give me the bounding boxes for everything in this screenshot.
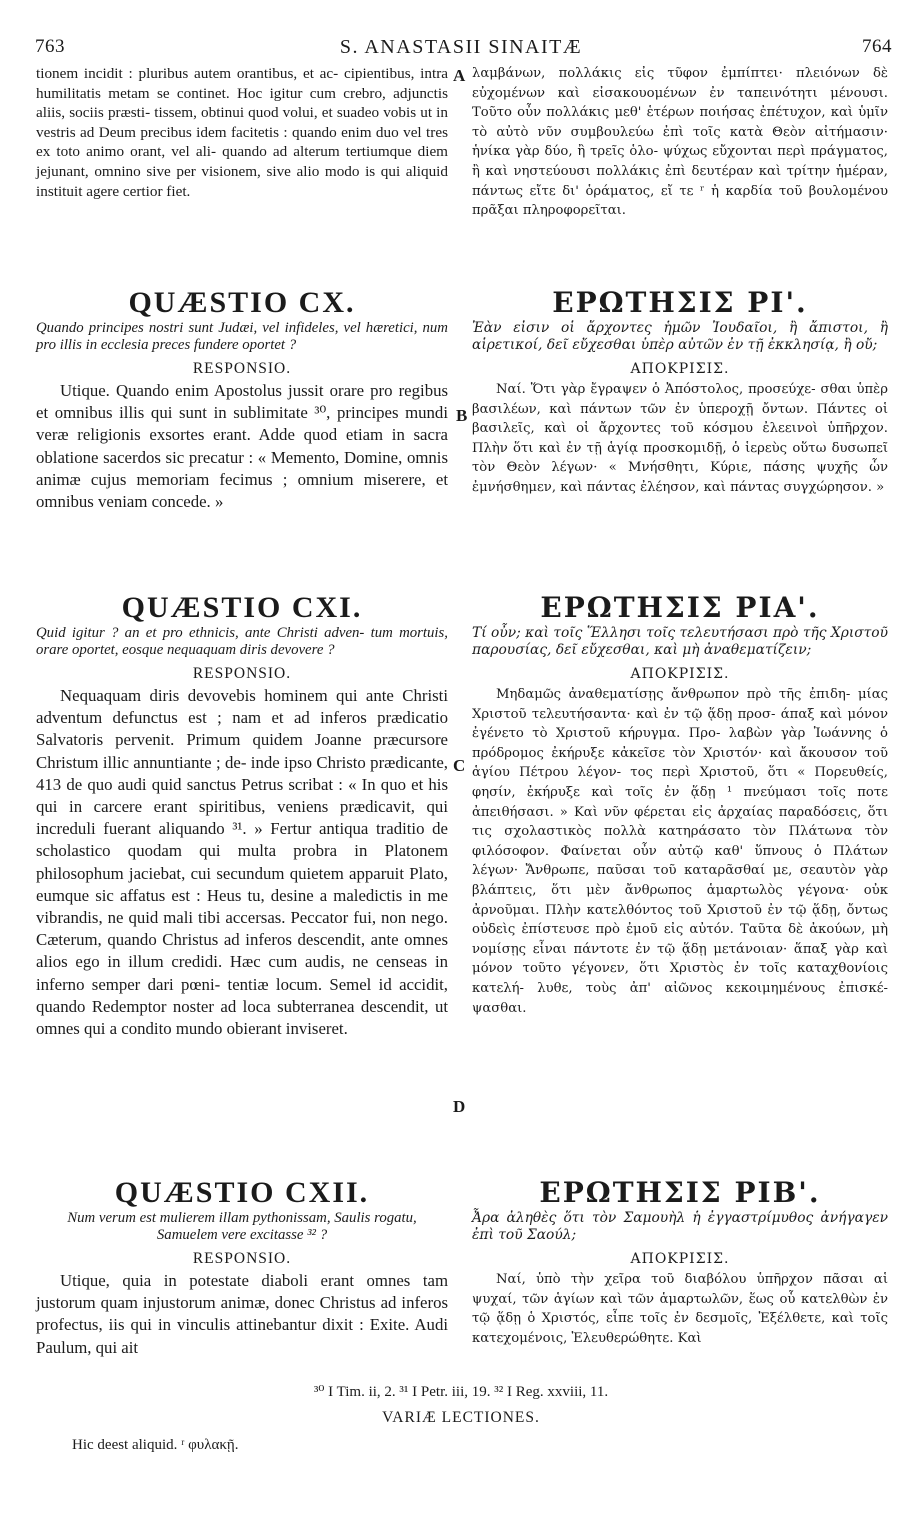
variae-lectiones-text: Hic deest aliquid. ʳ φυλακῇ. bbox=[72, 1437, 239, 1453]
latin-q112-block bbox=[36, 1176, 448, 1359]
greek-q111-answer: Μηδαμῶς ἀναθεματίσῃς ἄνθρωπον πρὸ τῆς ἐπιδη- μίας Χριστοῦ τελευτήσαντα· καὶ ἐν τῷ ᾅδῃ προσ- άπαξ καὶ μόνον ἐγένετο τὸ Χριστοῦ κήρυγμα. Προ- λαβὼν γὰρ Ἰωάννης ὁ πρόδρομος ἐκήρυξε κἀκεῖσε τὸν Χριστόν· καὶ ἄκουσον τοῦ ἁγίου Πέτρου λέγον- τος περὶ Χριστοῦ, ὅτι « Πορευθείς, φησίν, ἐκήρυξε καὶ τοῖς ἐν ᾅδῃ ¹ πνεύμασι τοῖς ποτε ἀπειθήσασι. » Καὶ νῦν φέρεται εἰς ἀρχαίας παραδόσεις, ὅτι τις σχολαστικὸς πολλὰ κατηράσατο τὸν Πλάτωνα τὸν φιλόσοφον. Φαίνεται οὖν αὐτῷ καθ' ὕπνους ὁ Πλάτων λέγων· Ἄνθρωπε, παῦσαι τοῦ καταρᾶσθαί με, σεαυτὸν γὰρ βλάπτεις, ὅτι μὲν ἄνθρωπος ἁμαρτωλὸς γέγονα· οὐκ ἀρνοῦμαι. Πλὴν κατελθόντος τοῦ Χριστοῦ ἐν τῷ ᾅδῃ, ὄντως οὐδεὶς ἐπίστευσε πρὸ ἐμοῦ εἰς αὐτόν. Ταῦτα δὲ ἀκούων, μὴ νομίσῃς εἶναι πάντοτε ἐν τῷ ᾅδῃ μετάνοιαν· ἅπαξ γὰρ καὶ μόνον τοῦτο γέγονεν, ὅτι Χριστὸς ἐν τοῖς καταχθονίοις κατελή- λυθε, τοὺς ἀπ' αἰῶνος κεκοιμημένους ἐπισκέ- ψασθαι. bbox=[472, 687, 888, 1016]
latin-q111-block bbox=[36, 591, 448, 1040]
latin-q112-answer: Utique, quia in potestate diaboli erant omnes tam justorum quam injustorum animæ, donec Christus ad inferos profectus, iis qui in vinculis attinebantur dixit : Exite. Audi Paulum, qui ait bbox=[36, 1271, 448, 1357]
greek-q112-title: ΕΡΩΤΗΣΙΣ ΡΙΒ'. bbox=[539, 1176, 821, 1209]
greek-q112-block bbox=[472, 1176, 888, 1348]
greek-q110-block bbox=[472, 286, 888, 498]
greek-q112-answer: Ναί, ὑπὸ τὴν χεῖρα τοῦ διαβόλου ὑπῆρχον πᾶσαι αἱ ψυχαί, τῶν ἁγίων καὶ τῶν ἁμαρτωλῶν, ἕως οὗ κατελθὼν ἐν τῷ ᾅδῃ ὁ Χριστός, εἶπε τοῖς ἐν δεσμοῖς, Ἐξέλθετε, καὶ τοῖς κατεχομένοις, Ἐλευθερώθητε. Καὶ bbox=[472, 1272, 888, 1346]
page-number-left: 763 bbox=[35, 36, 65, 57]
latin-q110-block bbox=[36, 286, 448, 513]
footnotes bbox=[36, 1382, 886, 1454]
latin-q111-question: Quid igitur ? an et pro ethnicis, ante Christi adven- tum mortuis, orare oportet, eosque nequaquam diris devovere ? bbox=[36, 625, 448, 658]
margin-marker-d: D bbox=[453, 1097, 466, 1116]
greek-q111-title: ΕΡΩΤΗΣΙΣ ΡΙΑ'. bbox=[540, 591, 820, 624]
scripture-references: ³⁰ I Tim. ii, 2. ³¹ I Petr. iii, 19. ³² I Reg. xxviii, 11. bbox=[313, 1384, 609, 1400]
running-header bbox=[30, 36, 892, 62]
greek-q112-response-heading: ΑΠΟΚΡΙΣΙΣ. bbox=[630, 1251, 730, 1267]
latin-intro-block bbox=[36, 64, 448, 201]
variae-lectiones-title: VARIÆ LECTIONES. bbox=[382, 1409, 540, 1426]
latin-q111-title: QUÆSTIO CXI. bbox=[121, 591, 363, 624]
greek-intro: λαμβάνων, πολλάκις εἰς τῦφον ἐμπίπτει· πλειόνων δὲ εὐχομένων καὶ εἰσακουομένων ἐν ταπεινότητι μένουσι. Τοῦτο οὖν πολλάκις μεθ' ἑτέρων ποιήσας ἐπέτυχον, καὶ ὑμῖν τὸ αὐτὸ νῦν συμβουλεύω ἐπὶ τοῖς κατὰ Θεὸν αἰτήμασιν· ἡνίκα γὰρ δύο, ἢ τρεῖς ὁλο- ψύχως εὔχονται περὶ πράγματος, ἢ καὶ νηστεύουσι πολλάκις ἐπὶ δευτέραν καὶ τρίτην ἡμέραν, πάντως εἴτε δι' ὁράματος, εἴ τε ʳ ἡ καρδία τοῦ βουλομένου πρᾶξαι πληροφορεῖται. bbox=[472, 66, 888, 219]
margin-marker-c: C bbox=[453, 756, 466, 775]
latin-q110-response-heading: RESPONSIO. bbox=[192, 360, 292, 377]
greek-q112-question: Ἆρα ἀληθὲς ὅτι τὸν Σαμουὴλ ἡ ἐγγαστρίμυθος ἀνήγαγεν ἐπὶ τοῦ Σαούλ; bbox=[472, 1210, 888, 1243]
greek-intro-block bbox=[472, 64, 888, 221]
latin-q111-answer: Nequaquam diris devovebis hominem qui ante Christi adventum defunctus est ; nam et ad inferos prædicatio Salvatoris pervenit. Primum quidem Joanne præcursore Christum illic annuntiante ; de- inde ipso Christo prædicante, 413 de quo audi quid sanctus Petrus scribat : « In quo et his qui in carcere erant spiritibus, veniens prædicavit, qui increduli fuerant aliquando ³¹. » Fertur antiqua traditio de scholastico quodam qui multa probra in Platonem philosophum jaciebat, cui secundum quietem apparuit Plato, eumque sic affatus est : Heus tu, desine a maledictis in me vibrandis, ne quid mali tibi accersas. Peccator fui, non nego. Cæterum, quando Christus ad inferos descendit, ante omnes alios ego in illum credidi. Hæc cum audis, ne censeas in inferno semper dari pœni- tentiæ locum. Semel id accidit, quando Redemptor noster ad loca subterranea descendit, ut omnes qui a condito mundo obierant inviseret. bbox=[36, 686, 448, 1039]
greek-q110-title: ΕΡΩΤΗΣΙΣ ΡΙ'. bbox=[552, 286, 808, 319]
margin-marker-a: A bbox=[453, 66, 466, 85]
greek-q110-response-heading: ΑΠΟΚΡΙΣΙΣ. bbox=[630, 361, 730, 377]
latin-q110-question: Quando principes nostri sunt Judæi, vel infideles, vel hæretici, num pro illis in ecclesia preces fundere oportet ? bbox=[36, 320, 448, 353]
latin-q111-response-heading: RESPONSIO. bbox=[192, 665, 292, 682]
latin-q112-response-heading: RESPONSIO. bbox=[192, 1250, 292, 1267]
latin-q112-title: QUÆSTIO CXII. bbox=[114, 1176, 370, 1209]
latin-q110-title: QUÆSTIO CX. bbox=[128, 286, 356, 319]
greek-q111-response-heading: ΑΠΟΚΡΙΣΙΣ. bbox=[630, 666, 730, 682]
page-number-right: 764 bbox=[862, 36, 892, 57]
greek-q111-question: Τί οὖν; καὶ τοῖς Ἕλλησι τοῖς τελευτήσασι πρὸ τῆς Χριστοῦ παρουσίας, δεῖ εὔχεσθαι, καὶ μὴ ἀναθεματίζειν; bbox=[472, 625, 888, 658]
latin-q110-answer: Utique. Quando enim Apostolus jussit orare pro regibus et omnibus illis qui sunt in sublimitate ³⁰, principes mundi veræ religionis exsortes erant. Adde quod etiam in sacra oblatione sacerdos sic precatur : « Memento, Domine, omnis animæ cujus memoriam fecimus ; omnium miserere, et omnibus veniam concede. » bbox=[36, 381, 448, 512]
greek-q111-block bbox=[472, 591, 888, 1018]
latin-intro: tionem incidit : pluribus autem orantibus, et ac- cipientibus, intra humilitatis metam se continet. Hoc igitur cum crebro, adjunctis aliis, sociis præsti- tissem, obtinui quod volui, et suadeo vobis ut in vestris ad Deum precibus idem facitetis : quando enim duo vel tres ex toto animo orant, vel ali- quando ad alterum tertiumque diem jejunant, omnino sive per visionem, sive alio modo is qui aliquid instituit agere certior fiet. bbox=[36, 65, 448, 200]
margin-marker-b: B bbox=[456, 406, 468, 425]
latin-q112-question: Num verum est mulierem illam pythonissam, Saulis rogatu, Samuelem vere excitasse ³² ? bbox=[67, 1210, 417, 1243]
greek-q110-answer: Ναί. Ὅτι γὰρ ἔγραψεν ὁ Ἀπόστολος, προσεύχε- σθαι ὑπὲρ βασιλέων, καὶ πάντων τῶν ἐν ὑπεροχῇ ὄντων. Πάντες οἱ βασιλεῖς, καὶ οἱ ἄρχοντες τοῦ κόσμου ἐλεεινοὶ ὑπῆρχον. Πλὴν ὅτι καὶ ἐν τῇ ἁγίᾳ προσκομιδῇ, ὁ ἱερεὺς οὕτω δυσωπεῖ τὸν Θεὸν λέγων· « Μνήσθητι, Κύριε, πάσης ψυχῆς ὧν ἐμνήσθημεν, καὶ πάντας ἐλέησον, καὶ πάντας συγχώρησον. » bbox=[472, 382, 888, 495]
greek-q110-question: Ἐὰν εἰσιν οἱ ἄρχοντες ἡμῶν Ἰουδαῖοι, ἢ ἄπιστοι, ἢ αἱρετικοί, δεῖ εὔχεσθαι ὑπὲρ αὐτῶν ἐν τῇ ἐκκλησίᾳ, ἢ οὔ; bbox=[472, 320, 888, 353]
running-title: S. ANASTASII SINAITÆ bbox=[339, 36, 583, 58]
